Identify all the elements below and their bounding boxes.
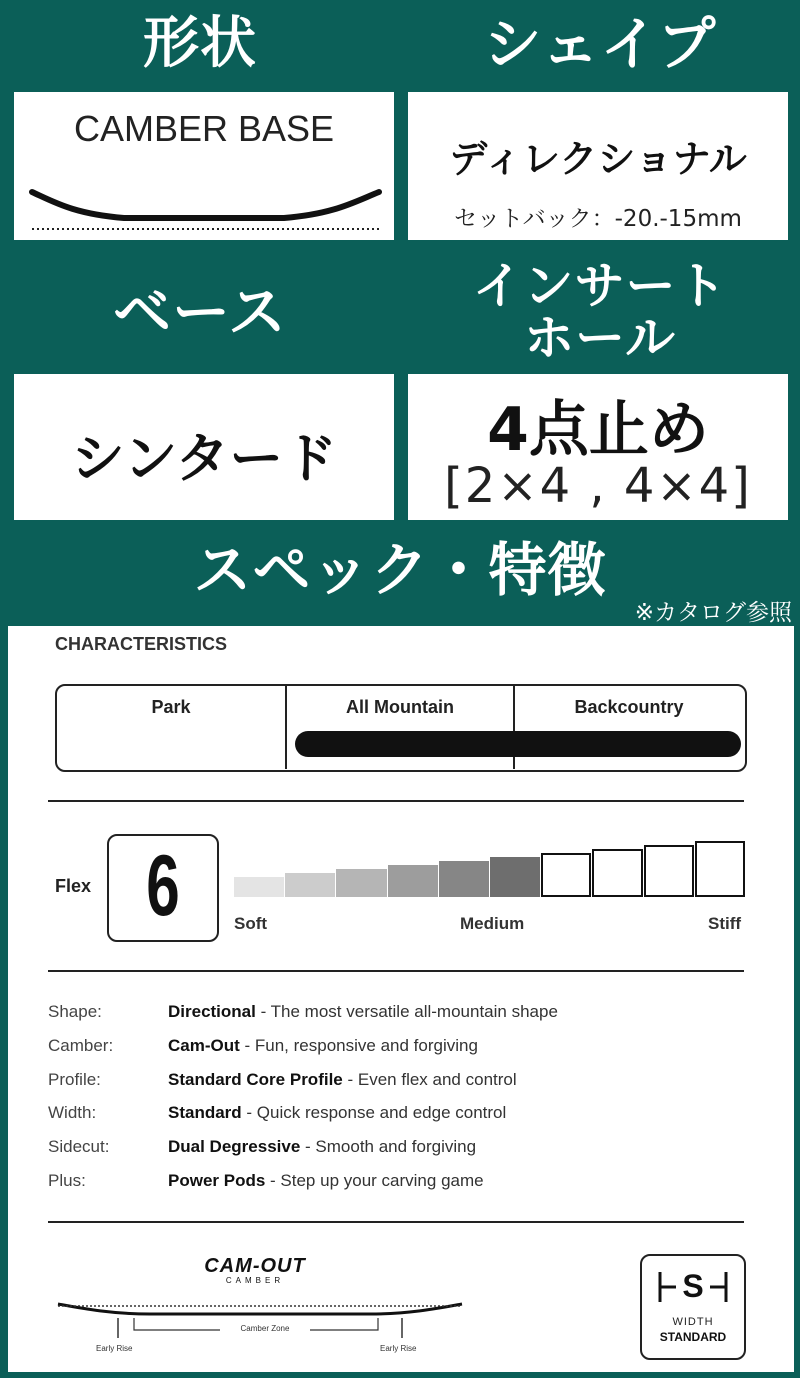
divider-rule (48, 970, 744, 972)
spec-label-sidecut: Sidecut: (48, 1137, 110, 1156)
flex-scale-segment (644, 845, 694, 897)
shape-header: 形状 (143, 11, 257, 76)
spec-value-camber: Cam-Out - Fun, responsive and forgiving (168, 1036, 478, 1055)
spec-label-profile: Profile: (48, 1070, 101, 1089)
flex-scale-segment (490, 857, 540, 897)
flex-scale-segment (388, 865, 438, 897)
terrain-label-backcountry: Backcountry (574, 697, 684, 717)
shape-value: ディレクショナル (449, 137, 747, 181)
spec-value-sidecut: Dual Degressive - Smooth and forgiving (168, 1137, 477, 1156)
insert-header-line2: ホール (524, 309, 676, 367)
camber-zone-label: Camber Zone (220, 1324, 310, 1333)
flex-label: Flex (55, 876, 92, 896)
width-line1: WIDTH (672, 1316, 714, 1328)
base-value: シンタード (70, 427, 338, 490)
early-rise-left-label: Early Rise (96, 1344, 133, 1353)
spec-value-plus: Power Pods - Step up your carving game (168, 1171, 484, 1190)
spec-label-width: Width: (48, 1103, 97, 1122)
flex-scale-segment (285, 873, 335, 897)
cam-out-logo-sub: CAMBER (225, 1276, 285, 1285)
divider-rule (48, 1221, 744, 1223)
flex-value: 6 (146, 838, 180, 934)
terrain-range-bar (295, 731, 741, 757)
flex-scale-segment (336, 869, 386, 897)
early-rise-right-label: Early Rise (380, 1344, 417, 1353)
cam-out-logo: CAM-OUT (204, 1255, 306, 1277)
catalog-note: ※カタログ参照 (634, 600, 792, 626)
terrain-label-park: Park (151, 697, 191, 717)
flex-scale-segment (234, 877, 284, 897)
flex-scale-segment (592, 849, 642, 897)
width-badge (640, 1254, 746, 1360)
shape-type-header: シェイプ (483, 10, 717, 78)
shape-box (408, 92, 788, 240)
spec-value-shape: Directional - The most versatile all-mountain shape (168, 1002, 558, 1021)
spec-label-camber: Camber: (48, 1036, 114, 1055)
spec-header: スペック・特徴 (193, 536, 607, 604)
insert-header-line1: インサート (472, 257, 728, 315)
base-header: ベース (112, 278, 288, 346)
insert-value: 4点止め (487, 395, 709, 465)
spec-value-profile: Standard Core Profile - Even flex and control (168, 1070, 517, 1089)
setback-text: セットバック：-20.-15mm (454, 206, 742, 232)
spec-value-width: Standard - Quick response and edge control (168, 1103, 507, 1122)
flex-label-stiff: Stiff (708, 914, 742, 933)
width-line2: STANDARD (659, 1330, 727, 1344)
spec-label-plus: Plus: (48, 1171, 86, 1190)
flex-scale-segment (541, 853, 591, 897)
insert-box (408, 374, 788, 520)
camber-box (14, 92, 394, 240)
camber-label: CAMBER BASE (73, 108, 335, 149)
flex-scale-segment (439, 861, 489, 897)
camber-profile-icon (14, 92, 394, 240)
flex-label-medium: Medium (460, 914, 525, 933)
width-code: S (682, 1268, 704, 1304)
insert-pattern: [2×4 , 4×4] (444, 458, 752, 514)
divider-rule (48, 800, 744, 802)
flex-label-soft: Soft (234, 914, 268, 933)
characteristics-title: CHARACTERISTICS (55, 634, 228, 654)
spec-label-shape: Shape: (48, 1002, 102, 1021)
base-box (14, 374, 394, 520)
flex-scale-segment (695, 841, 745, 897)
terrain-label-all-mountain: All Mountain (346, 697, 454, 717)
